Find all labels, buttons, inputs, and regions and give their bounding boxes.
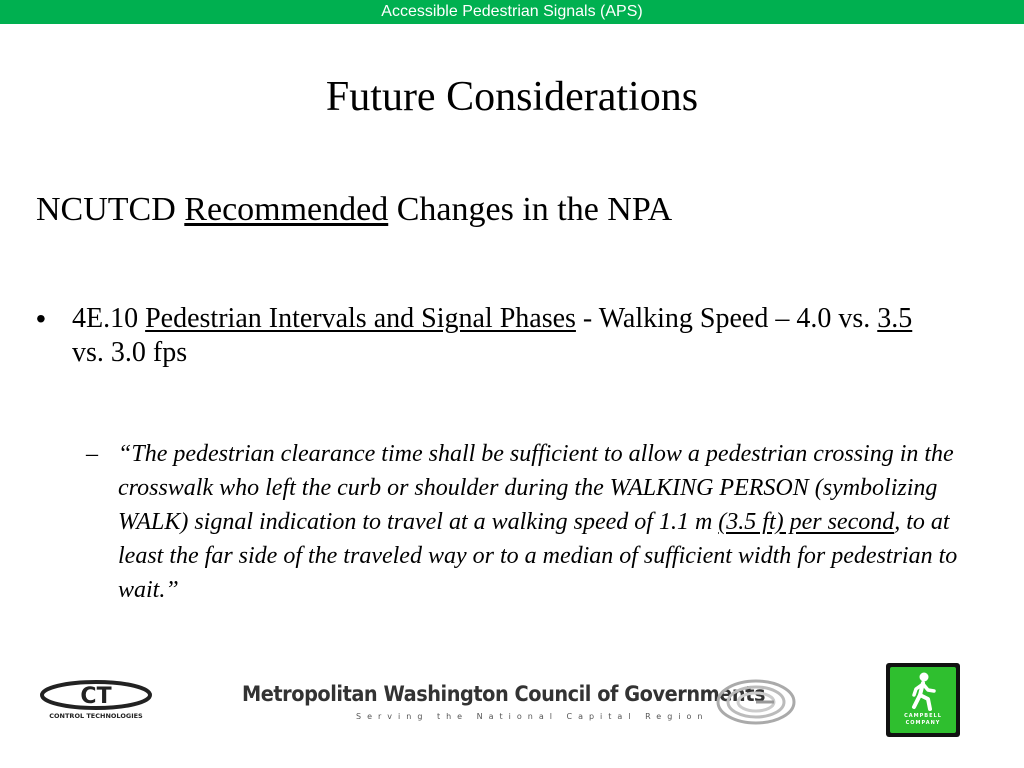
sub-bullet-pre: “The pedestrian clearance time shall be sufficient to allow a pedestrian crossing in the crosswalk who left the curb or shoulder during the WALKING PERSON (symbolizing WALK) signal indication to travel at a walking speed of 1.1 m xyxy=(118,441,954,535)
bullet-text xyxy=(72,302,932,370)
campbell-line-1: CAMPBELL xyxy=(904,713,942,719)
bullet-mid: - Walking Speed – 4.0 vs. xyxy=(575,303,878,334)
bullet-underlined: Pedestrian Intervals and Signal Phases xyxy=(145,303,576,334)
campbell-caption xyxy=(890,713,956,727)
ct-letters: CT xyxy=(80,684,112,709)
subtitle-post: Changes in the NPA xyxy=(388,191,673,228)
bullet-pre: 4E.10 xyxy=(72,303,146,334)
sub-bullet-marker: – xyxy=(86,441,98,467)
subtitle-underlined: Recommended xyxy=(184,191,389,228)
mwcog-name: Metropolitan Washington Council of Governments xyxy=(242,682,766,706)
sub-bullet-underlined: (3.5 ft) per second xyxy=(718,509,895,535)
sub-bullet-post: , to at least the far side of the traveled way or to a median of sufficient width for pedestrian to wait.” xyxy=(118,509,958,603)
bullet-underlined-2: 3.5 xyxy=(877,303,913,334)
campbell-company-logo xyxy=(886,663,960,737)
bullet-post: vs. 3.0 fps xyxy=(72,337,188,368)
mwcog-logo xyxy=(240,676,800,726)
mwcog-emblem-icon xyxy=(712,678,800,726)
control-technologies-logo xyxy=(38,680,154,720)
sub-bullet-text xyxy=(118,437,968,607)
header-title: Accessible Pedestrian Signals (APS) xyxy=(381,3,643,20)
header-bar xyxy=(0,0,1024,24)
ct-caption: CONTROL TECHNOLOGIES xyxy=(49,712,143,720)
campbell-logo-panel xyxy=(890,667,956,733)
bullet-marker: • xyxy=(36,303,46,334)
walking-person-icon xyxy=(890,667,956,713)
campbell-line-2: COMPANY xyxy=(905,720,941,726)
mwcog-tagline: Serving the National Capital Region xyxy=(356,712,709,721)
subtitle-pre: NCUTCD xyxy=(36,191,185,228)
slide-subtitle xyxy=(36,189,672,231)
slide-title: Future Considerations xyxy=(325,74,699,120)
